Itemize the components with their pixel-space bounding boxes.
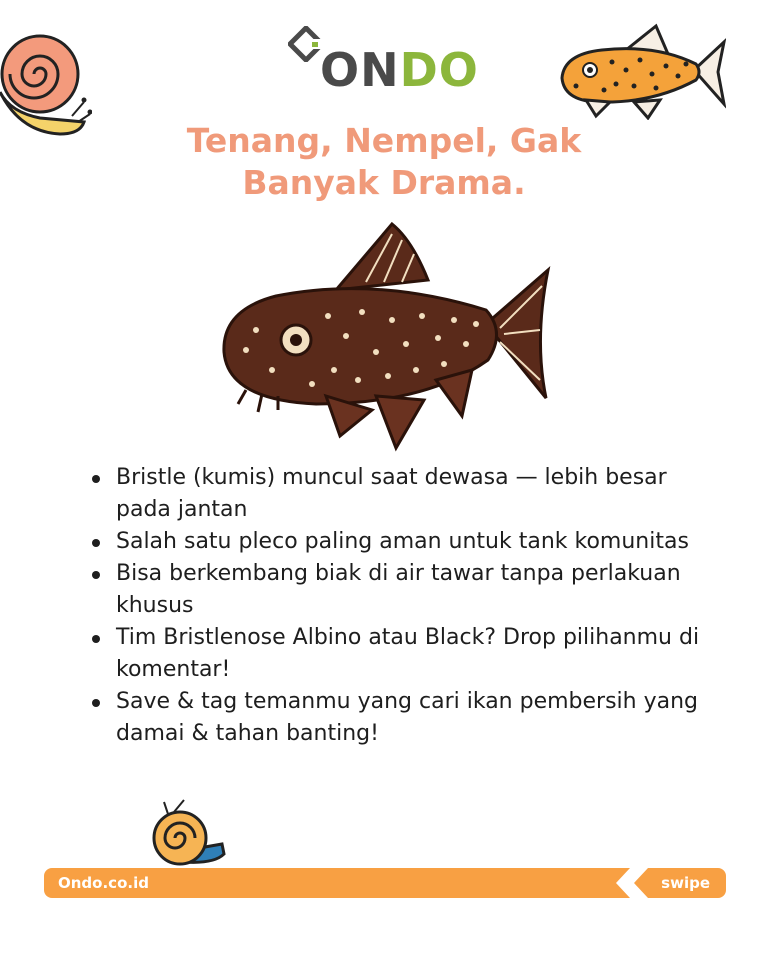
logo-do: DO	[399, 43, 479, 97]
feature-list	[88, 462, 708, 750]
list-item: Salah satu pleco paling aman untuk tank komunitas	[88, 526, 708, 558]
diamond-logo-icon	[288, 26, 324, 62]
list-item: Save & tag temanmu yang cari ikan pembersih yang damai & tahan banting!	[88, 686, 708, 750]
swipe-button[interactable]: swipe	[661, 874, 710, 892]
list-item: Tim Bristlenose Albino atau Black? Drop pilihanmu di komentar!	[88, 622, 708, 686]
brand-logo	[288, 22, 488, 102]
bristlenose-pleco-icon	[216, 220, 552, 452]
site-link[interactable]: Ondo.co.id	[58, 874, 149, 892]
footer-bar	[44, 868, 726, 898]
logo-wordmark	[320, 40, 479, 100]
headline: Tenang, Nempel, Gak Banyak Drama.	[186, 121, 582, 202]
list-item: Bisa berkembang biak di air tawar tanpa perlakuan khusus	[88, 558, 708, 622]
small-snail-icon	[144, 798, 228, 868]
logo-on: ON	[320, 43, 400, 97]
snail-icon	[0, 22, 92, 140]
spotted-catfish-icon	[556, 20, 726, 120]
list-item: Bristle (kumis) muncul saat dewasa — lebih besar pada jantan	[88, 462, 708, 526]
